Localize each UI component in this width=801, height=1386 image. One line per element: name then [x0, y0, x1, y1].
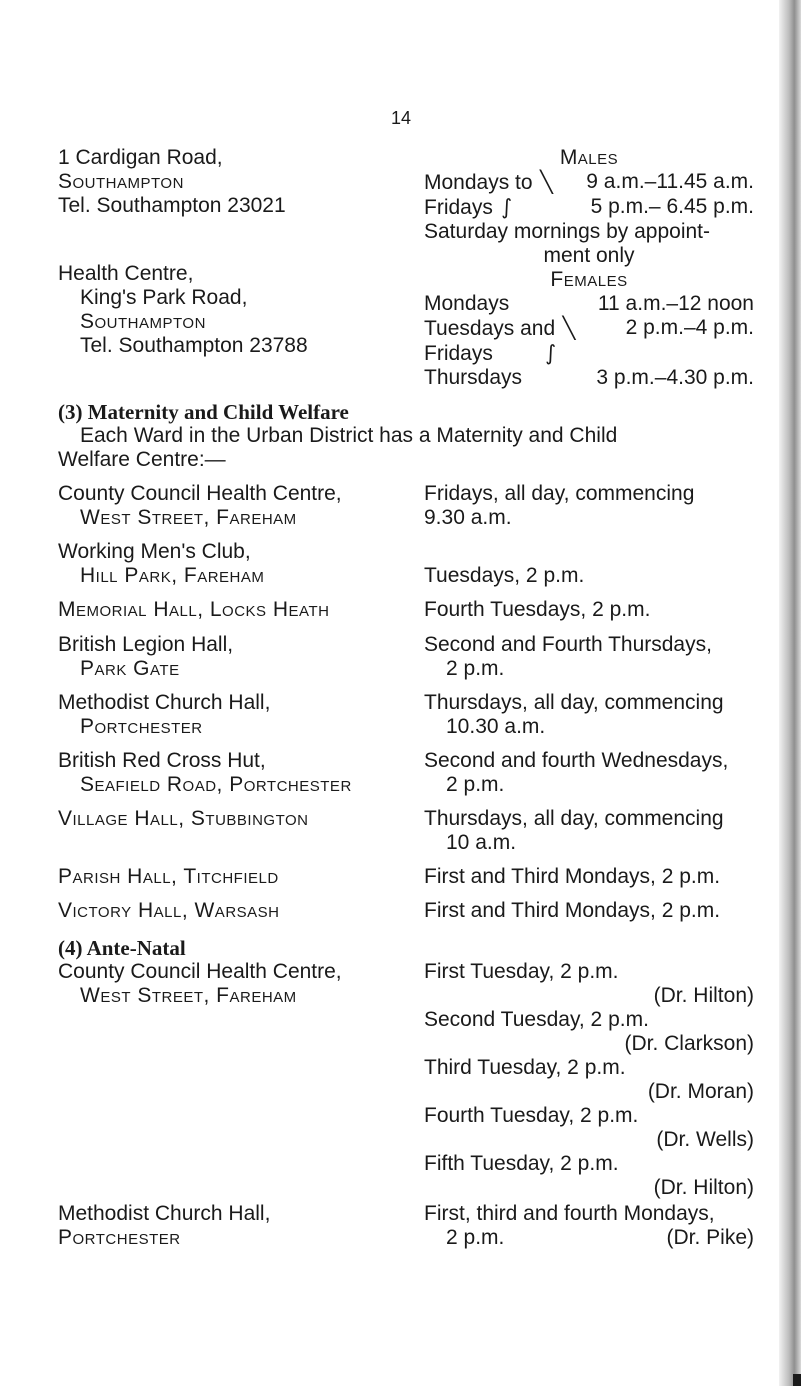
address-telephone: Tel. Southampton 23788 — [80, 334, 308, 357]
session-day: Second Tuesday, 2 p.m. — [424, 1008, 649, 1031]
clinic-location: British Red Cross Hut, — [58, 749, 266, 772]
clinic-location: Village Hall, Stubbington — [58, 807, 309, 830]
clinic-location: Methodist Church Hall, — [58, 691, 271, 714]
day-label: Tuesdays and — [424, 317, 556, 340]
males-hours-row — [424, 170, 754, 195]
time-range: 5 p.m.– 6.45 p.m. — [590, 195, 754, 218]
brace-icon: ╲ — [540, 170, 553, 194]
day-label: Mondays to — [424, 171, 533, 194]
clinic-location: Victory Hall, Warsash — [58, 899, 280, 922]
clinic-location: West Street, Fareham — [80, 984, 297, 1007]
section-heading-ante-natal: (4) Ante-Natal — [58, 936, 186, 960]
brace-icon: ∫ — [545, 341, 557, 365]
females-hours-row — [424, 316, 754, 341]
address-line: 1 Cardigan Road, — [58, 146, 223, 169]
clinic-location: County Council Health Centre, — [58, 482, 342, 505]
session-doctor: (Dr. Hilton) — [653, 1176, 754, 1199]
clinic-location: County Council Health Centre, — [58, 960, 342, 983]
session-doctor: (Dr. Moran) — [647, 1080, 754, 1103]
section-intro: Welfare Centre:— — [58, 448, 226, 471]
clinic-location: Working Men's Club, — [58, 540, 251, 563]
clinic-time: 10.30 a.m. — [446, 715, 546, 738]
clinic-time: Thursdays, all day, commencing — [424, 691, 724, 714]
session-row — [424, 1226, 754, 1250]
clinic-hours-block — [424, 146, 754, 390]
clinic-location: Portchester — [80, 715, 203, 738]
session-doctor: (Dr. Clarkson) — [624, 1032, 754, 1055]
clinic-time: Tuesdays, 2 p.m. — [424, 564, 585, 587]
page-edge-shadow — [779, 0, 801, 1386]
clinic-time: Second and Fourth Thursdays, — [424, 633, 712, 656]
brace-icon: ∫ — [501, 195, 513, 219]
session-doctor: (Dr. Pike) — [666, 1226, 754, 1249]
time-range: 9 a.m.–11.45 a.m. — [586, 170, 754, 193]
clinic-location: Portchester — [58, 1226, 181, 1249]
clinic-time: Second and fourth Wednesdays, — [424, 749, 729, 772]
page-edge-mark — [793, 1374, 801, 1386]
address-block-cardigan-road — [58, 146, 388, 218]
clinic-time: First and Third Mondays, 2 p.m. — [424, 899, 721, 922]
section-heading-maternity: (3) Maternity and Child Welfare — [58, 400, 349, 424]
address-line: Health Centre, — [58, 262, 194, 285]
clinic-time: 10 a.m. — [446, 831, 517, 854]
females-hours-row — [424, 292, 754, 316]
clinic-time: Thursdays, all day, commencing — [424, 807, 724, 830]
address-block-health-centre — [58, 262, 388, 358]
session-day: Fourth Tuesday, 2 p.m. — [424, 1104, 639, 1127]
females-hours-row — [424, 341, 754, 366]
males-hours-row — [424, 195, 754, 220]
clinic-location: West Street, Fareham — [80, 506, 297, 529]
clinic-time: 2 p.m. — [446, 657, 505, 680]
address-town: Southampton — [80, 310, 206, 333]
clinic-time: Fridays, all day, commencing — [424, 482, 695, 505]
session-day: Third Tuesday, 2 p.m. — [424, 1056, 626, 1079]
session-day: Fifth Tuesday, 2 p.m. — [424, 1152, 619, 1175]
section-intro: Each Ward in the Urban District has a Maternity and Child — [80, 424, 618, 447]
time-range: 3 p.m.–4.30 p.m. — [596, 366, 754, 389]
clinic-time: First and Third Mondays, 2 p.m. — [424, 865, 721, 888]
page-number: 14 — [390, 108, 412, 128]
clinic-location: Park Gate — [80, 657, 180, 680]
clinic-location: Hill Park, Fareham — [80, 564, 265, 587]
day-label: Mondays — [424, 292, 510, 315]
day-label: Thursdays — [424, 366, 523, 389]
clinic-location: Parish Hall, Titchfield — [58, 865, 279, 888]
time-range: 2 p.m.–4 p.m. — [625, 316, 754, 339]
session-time: 2 p.m. — [446, 1226, 505, 1249]
clinic-time: 2 p.m. — [446, 773, 505, 796]
clinic-location: Memorial Hall, Locks Heath — [58, 598, 330, 621]
address-telephone: Tel. Southampton 23021 — [58, 194, 286, 217]
session-day: First Tuesday, 2 p.m. — [424, 960, 619, 983]
females-heading: Females — [550, 268, 628, 291]
day-label: Fridays — [424, 196, 493, 219]
day-label: Fridays — [424, 342, 493, 365]
time-range: 11 a.m.–12 noon — [597, 292, 754, 315]
clinic-time — [424, 540, 754, 564]
clinic-location: Methodist Church Hall, — [58, 1202, 271, 1225]
males-heading: Males — [559, 146, 619, 169]
brace-icon: ╲ — [562, 316, 576, 340]
females-hours-row — [424, 366, 754, 390]
address-line: King's Park Road, — [80, 286, 248, 309]
clinic-location: British Legion Hall, — [58, 633, 234, 656]
session-doctor: (Dr. Wells) — [656, 1128, 754, 1151]
session-doctor: (Dr. Hilton) — [653, 984, 754, 1007]
males-note: Saturday mornings by appoint- — [424, 220, 710, 243]
address-town: Southampton — [58, 170, 184, 193]
clinic-time: 9.30 a.m. — [424, 506, 512, 529]
clinic-time: Fourth Tuesdays, 2 p.m. — [424, 598, 651, 621]
males-note: ment only — [543, 244, 635, 267]
session-day: First, third and fourth Mondays, — [424, 1202, 715, 1225]
clinic-location: Seafield Road, Portchester — [80, 773, 352, 796]
